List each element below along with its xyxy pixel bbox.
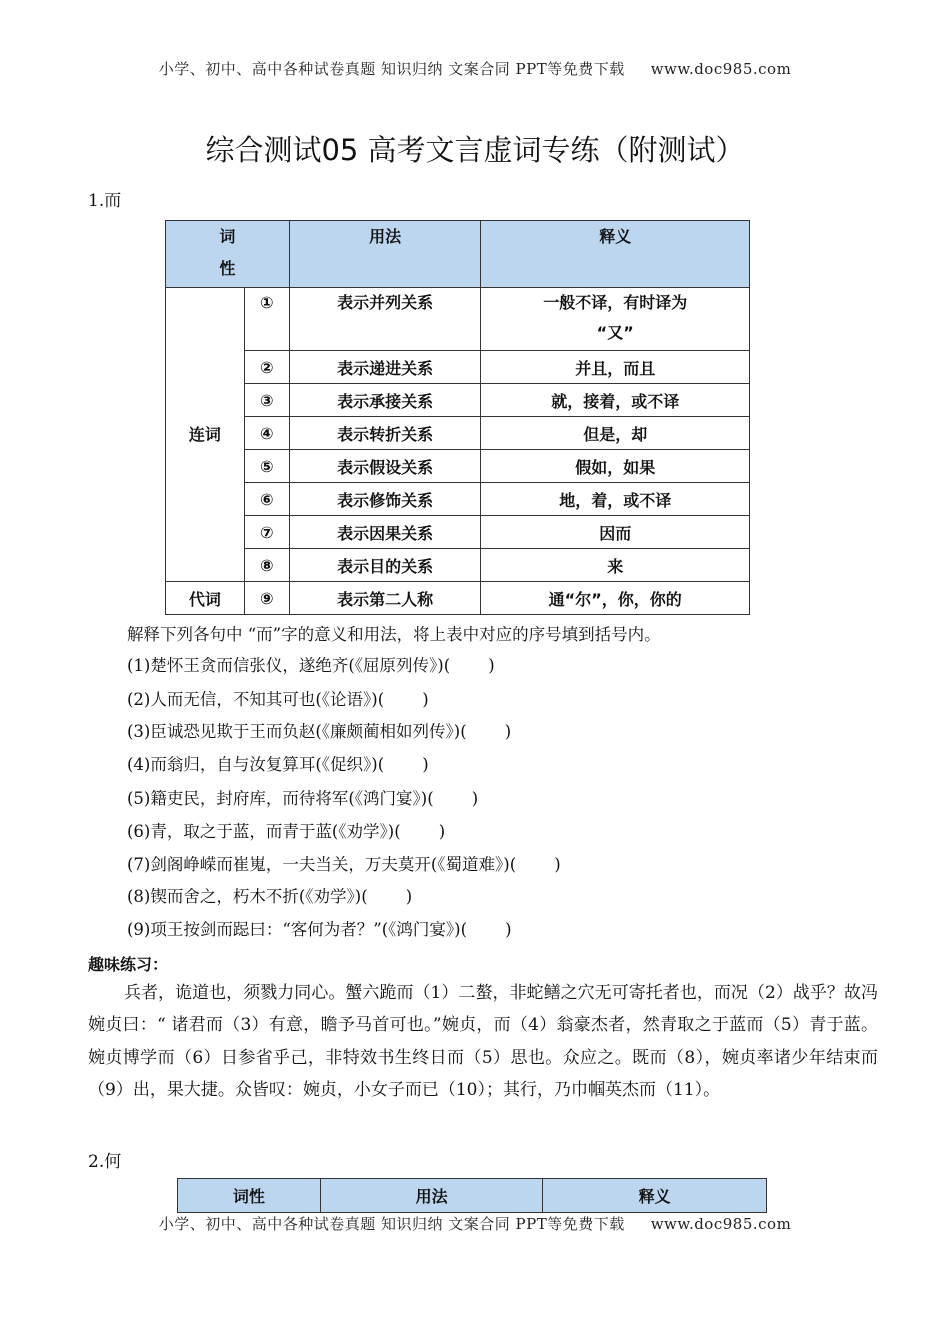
usage-cell: 表示并列关系	[289, 288, 481, 351]
usage-cell: 表示递进关系	[289, 351, 481, 384]
usage-cell: 表示修饰关系	[289, 483, 481, 516]
page-title: 综合测试05 高考文言虚词专练（附测试）	[205, 133, 745, 167]
meaning-cell: 但是，却	[481, 417, 750, 450]
col-header-pos: 词 性	[166, 221, 290, 288]
question-item: (4)而翁归，自与汝复算耳(《促织》)( )	[127, 755, 429, 774]
usage-table-er	[165, 220, 750, 615]
question-text: (4)而翁归，自与汝复算耳(《促织》)(	[127, 755, 385, 774]
question-text: (1)楚怀王贪而信张仪，遂绝齐(《屈原列传》)(	[127, 656, 451, 675]
num-cell: ⑨	[244, 582, 289, 615]
question-text: (5)籍吏民，封府库，而待将军(《鸿门宴》)(	[127, 789, 434, 808]
meaning-cell: 因而	[481, 516, 750, 549]
fun-practice-heading: 趣味练习：	[88, 955, 169, 974]
usage-cell: 表示因果关系	[289, 516, 481, 549]
header-text: 小学、初中、高中各种试卷真题 知识归纳 文案合同 PPT等免费下载	[158, 60, 625, 78]
col-header-meaning: 释义	[543, 1179, 767, 1213]
num-cell: ⑥	[244, 483, 289, 516]
col-header-usage: 用法	[320, 1179, 543, 1213]
usage-cell: 表示目的关系	[289, 549, 481, 582]
question-text: (2)人而无信，不知其可也(《论语》)(	[127, 690, 385, 709]
question-item: (6)青，取之于蓝，而青于蓝(《劝学》)( )	[127, 822, 446, 841]
meaning-cell: 地，着，或不译	[481, 483, 750, 516]
meaning-cell: 假如，如果	[481, 450, 750, 483]
header-url[interactable]: www.doc985.com	[650, 60, 792, 78]
footer-url[interactable]: www.doc985.com	[650, 1215, 792, 1233]
question-text: (6)青，取之于蓝，而青于蓝(《劝学》)(	[127, 822, 401, 841]
num-cell: ④	[244, 417, 289, 450]
num-cell: ②	[244, 351, 289, 384]
question-text: (8)锲而舍之，朽木不折(《劝学》)(	[127, 887, 368, 906]
pos-cell-pronoun: 代词	[166, 582, 245, 615]
num-cell: ⑦	[244, 516, 289, 549]
question-item: (1)楚怀王贪而信张仪，遂绝齐(《屈原列传》)( )	[127, 656, 495, 675]
usage-cell: 表示转折关系	[289, 417, 481, 450]
num-cell: ①	[244, 288, 289, 351]
col-header-pos: 词性	[178, 1179, 321, 1213]
col-header-meaning: 释义	[481, 221, 750, 288]
question-item: (9)项王按剑而跽曰：“客何为者？”(《鸿门宴》)( )	[127, 920, 512, 939]
section-heading-er: 1.而	[88, 191, 122, 211]
question-text: (7)剑阁峥嵘而崔嵬，一夫当关，万夫莫开(《蜀道难》)(	[127, 855, 517, 874]
question-item: (5)籍吏民，封府库，而待将军(《鸿门宴》)( )	[127, 789, 479, 808]
meaning-cell: 并且，而且	[481, 351, 750, 384]
usage-cell: 表示承接关系	[289, 384, 481, 417]
page-header-top	[0, 58, 950, 79]
meaning-cell: 就，接着，或不译	[481, 384, 750, 417]
usage-table-he	[177, 1178, 767, 1213]
question-item: (8)锲而舍之，朽木不折(《劝学》)( )	[127, 887, 413, 906]
question-text: (3)臣诚恐见欺于王而负赵(《廉颇蔺相如列传》)(	[127, 722, 467, 741]
question-item: (3)臣诚恐见欺于王而负赵(《廉颇蔺相如列传》)( )	[127, 722, 512, 741]
section-heading-he: 2.何	[88, 1152, 122, 1172]
usage-cell: 表示假设关系	[289, 450, 481, 483]
meaning-cell: 一般不译，有时译为 “又”	[481, 288, 750, 351]
meaning-cell: 来	[481, 549, 750, 582]
num-cell: ⑤	[244, 450, 289, 483]
instruction-text: 解释下列各句中 “而”字的意义和用法，将上表中对应的序号填到括号内。	[127, 625, 661, 644]
question-text: (9)项王按剑而跽曰：“客何为者？”(《鸿门宴》)(	[127, 920, 468, 939]
num-cell: ③	[244, 384, 289, 417]
fun-practice-paragraph: 兵者，诡道也，须戮力同心。蟹六跪而（1）二螯，非蛇鳝之穴无可寄托者也，而况（2）战乎？故冯婉贞曰：“ 诸君而（3）有意，瞻予马首可也。”婉贞，而（4）翁豪杰者，然青取之于蓝而（5）青于蓝。婉贞博学而（6）日参省乎己，非特效书生终日而（5）思也。众应之。既而（8），婉贞率诸少年结束而（9）出，果大捷。众皆叹：婉贞，小女子而已（10）；其行，乃巾帼英杰而（11）。	[88, 983, 878, 1100]
usage-cell: 表示第二人称	[289, 582, 481, 615]
col-header-usage: 用法	[289, 221, 481, 288]
footer-text: 小学、初中、高中各种试卷真题 知识归纳 文案合同 PPT等免费下载	[158, 1215, 625, 1233]
meaning-cell: 通“尔”，你，你的	[481, 582, 750, 615]
pos-cell-conjunction: 连词	[166, 288, 245, 582]
num-cell: ⑧	[244, 549, 289, 582]
question-item: (2)人而无信，不知其可也(《论语》)( )	[127, 690, 429, 709]
question-item: (7)剑阁峥嵘而崔嵬，一夫当关，万夫莫开(《蜀道难》)( )	[127, 855, 561, 874]
page-footer	[0, 1213, 950, 1234]
